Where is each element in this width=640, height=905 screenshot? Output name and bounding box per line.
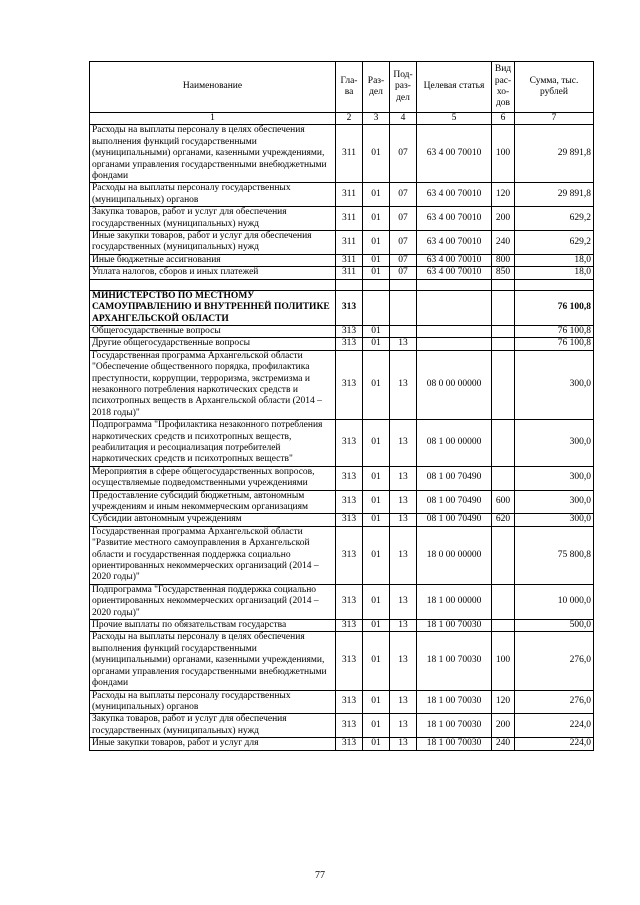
row-razdel-cell: 01 (363, 267, 390, 279)
row-vid-cell: 100 (492, 632, 515, 690)
row-glava-cell: 313 (336, 526, 363, 584)
column-number: 4 (390, 113, 417, 125)
header-glava: Гла-ва (336, 62, 363, 113)
table-row (90, 690, 594, 714)
table-row (90, 420, 594, 467)
table-row (90, 183, 594, 207)
row-name-cell: Иные закупки товаров, работ и услуг для (90, 738, 336, 750)
row-vid-cell: 240 (492, 738, 515, 750)
row-razdel-cell: 01 (363, 514, 390, 526)
row-celevaya-cell: 08 0 00 00000 (417, 350, 492, 419)
row-podrazdel-cell: 07 (390, 231, 417, 255)
row-celevaya-cell: 08 1 00 70490 (417, 514, 492, 526)
row-name-cell: Расходы на выплаты персоналу государственных (муниципальных) органов (90, 690, 336, 714)
row-glava-cell: 313 (336, 690, 363, 714)
row-podrazdel-cell: 13 (390, 420, 417, 467)
page-number: 77 (315, 870, 325, 881)
row-summa-cell: 75 800,8 (515, 526, 594, 584)
row-name-cell: Субсидии автономным учреждениям (90, 514, 336, 526)
row-glava-cell: 313 (336, 514, 363, 526)
column-number: 6 (492, 113, 515, 125)
row-razdel-cell: 01 (363, 690, 390, 714)
row-vid-cell (492, 325, 515, 337)
spacer-cell (515, 279, 594, 290)
header-celevaya: Целевая статья (417, 62, 492, 113)
row-summa-cell: 300,0 (515, 466, 594, 490)
table-row (90, 584, 594, 619)
row-razdel-cell: 01 (363, 466, 390, 490)
row-summa-cell: 18,0 (515, 267, 594, 279)
row-summa-cell: 224,0 (515, 714, 594, 738)
row-razdel-cell: 01 (363, 350, 390, 419)
column-number: 5 (417, 113, 492, 125)
row-glava-cell: 311 (336, 183, 363, 207)
spacer-cell (336, 279, 363, 290)
row-celevaya-cell (417, 338, 492, 350)
row-name-cell: Государственная программа Архангельской области "Обеспечение общественного порядка, профилактика преступности, коррупции, терроризма, экстремизма и незаконного потребления наркотических средств и психотропных веществ в Архангельской области (2014 – 2018 годы)" (90, 350, 336, 419)
row-celevaya-cell: 18 0 00 00000 (417, 526, 492, 584)
row-name-cell: Государственная программа Архангельской области "Развитие местного самоуправления в Архангельской области и государственная поддержка социально ориентированных некоммерческих организаций (2014 – 2020 годы)" (90, 526, 336, 584)
header-name: Наименование (90, 62, 336, 113)
row-razdel-cell: 01 (363, 231, 390, 255)
table-row (90, 714, 594, 738)
row-razdel-cell (363, 290, 390, 325)
row-summa-cell: 76 100,8 (515, 325, 594, 337)
row-glava-cell: 313 (336, 325, 363, 337)
row-vid-cell: 120 (492, 690, 515, 714)
row-summa-cell: 300,0 (515, 420, 594, 467)
row-razdel-cell: 01 (363, 738, 390, 750)
table-row (90, 466, 594, 490)
row-vid-cell (492, 466, 515, 490)
row-celevaya-cell: 18 1 00 70030 (417, 690, 492, 714)
column-number: 7 (515, 113, 594, 125)
row-celevaya-cell: 18 1 00 70030 (417, 620, 492, 632)
row-summa-cell: 224,0 (515, 738, 594, 750)
row-name-cell: Иные бюджетные ассигнования (90, 254, 336, 266)
row-celevaya-cell: 63 4 00 70010 (417, 231, 492, 255)
row-celevaya-cell: 08 1 00 70490 (417, 490, 492, 514)
row-glava-cell: 313 (336, 584, 363, 619)
row-name-cell: Уплата налогов, сборов и иных платежей (90, 267, 336, 279)
row-podrazdel-cell: 13 (390, 514, 417, 526)
row-vid-cell: 200 (492, 207, 515, 231)
row-summa-cell: 300,0 (515, 514, 594, 526)
row-podrazdel-cell: 13 (390, 738, 417, 750)
row-podrazdel-cell: 07 (390, 183, 417, 207)
row-razdel-cell: 01 (363, 125, 390, 183)
row-name-cell: Подпрограмма "Профилактика незаконного потребления наркотических средств и психотропных веществ, реабилитация и ресоциализация потребителей наркотических средств и психотропных веществ" (90, 420, 336, 467)
row-name-cell: Закупка товаров, работ и услуг для обеспечения государственных (муниципальных) нужд (90, 714, 336, 738)
row-razdel-cell: 01 (363, 207, 390, 231)
row-celevaya-cell (417, 290, 492, 325)
table-row (90, 490, 594, 514)
row-glava-cell: 311 (336, 125, 363, 183)
row-vid-cell: 120 (492, 183, 515, 207)
row-podrazdel-cell: 13 (390, 526, 417, 584)
row-razdel-cell: 01 (363, 183, 390, 207)
spacer-cell (363, 279, 390, 290)
row-celevaya-cell: 08 1 00 00000 (417, 420, 492, 467)
row-celevaya-cell: 63 4 00 70010 (417, 254, 492, 266)
row-name-cell: Общегосударственные вопросы (90, 325, 336, 337)
row-podrazdel-cell: 13 (390, 466, 417, 490)
row-razdel-cell: 01 (363, 338, 390, 350)
header-vid: Вид рас-хо-дов (492, 62, 515, 113)
row-podrazdel-cell: 13 (390, 714, 417, 738)
row-podrazdel-cell: 07 (390, 267, 417, 279)
row-celevaya-cell: 63 4 00 70010 (417, 183, 492, 207)
row-podrazdel-cell: 13 (390, 584, 417, 619)
row-razdel-cell: 01 (363, 632, 390, 690)
row-summa-cell: 10 000,0 (515, 584, 594, 619)
row-name-cell: Закупка товаров, работ и услуг для обеспечения государственных (муниципальных) нужд (90, 207, 336, 231)
row-summa-cell: 629,2 (515, 207, 594, 231)
row-summa-cell: 629,2 (515, 231, 594, 255)
row-glava-cell: 313 (336, 620, 363, 632)
row-razdel-cell: 01 (363, 325, 390, 337)
spacer-cell (492, 279, 515, 290)
row-celevaya-cell: 63 4 00 70010 (417, 125, 492, 183)
row-glava-cell: 313 (336, 490, 363, 514)
row-vid-cell (492, 584, 515, 619)
row-glava-cell: 311 (336, 267, 363, 279)
row-podrazdel-cell: 13 (390, 690, 417, 714)
header-razdel: Раз-дел (363, 62, 390, 113)
header-podrazdel: Под-раз-дел (390, 62, 417, 113)
table-row (90, 514, 594, 526)
table-header-row (90, 62, 594, 113)
row-vid-cell (492, 350, 515, 419)
row-name-cell: Другие общегосударственные вопросы (90, 338, 336, 350)
row-podrazdel-cell (390, 290, 417, 325)
table-row (90, 231, 594, 255)
table-row (90, 254, 594, 266)
column-number: 1 (90, 113, 336, 125)
row-podrazdel-cell: 13 (390, 338, 417, 350)
row-razdel-cell: 01 (363, 714, 390, 738)
row-razdel-cell: 01 (363, 526, 390, 584)
spacer-cell (417, 279, 492, 290)
spacer-cell (390, 279, 417, 290)
row-glava-cell: 311 (336, 254, 363, 266)
row-glava-cell: 313 (336, 632, 363, 690)
table-row (90, 207, 594, 231)
row-vid-cell (492, 620, 515, 632)
column-number: 3 (363, 113, 390, 125)
row-podrazdel-cell: 07 (390, 254, 417, 266)
row-podrazdel-cell: 07 (390, 207, 417, 231)
row-celevaya-cell: 63 4 00 70010 (417, 267, 492, 279)
ministry-row (90, 290, 594, 325)
row-celevaya-cell: 18 1 00 70030 (417, 714, 492, 738)
row-name-cell: Мероприятия в сфере общегосударственных вопросов, осуществляемые подведомственными учреждениями (90, 466, 336, 490)
row-celevaya-cell: 18 1 00 70030 (417, 632, 492, 690)
table-row (90, 350, 594, 419)
row-summa-cell: 300,0 (515, 490, 594, 514)
row-razdel-cell: 01 (363, 620, 390, 632)
row-vid-cell: 620 (492, 514, 515, 526)
row-celevaya-cell (417, 325, 492, 337)
row-glava-cell: 313 (336, 338, 363, 350)
row-razdel-cell: 01 (363, 490, 390, 514)
row-podrazdel-cell (390, 325, 417, 337)
row-vid-cell (492, 420, 515, 467)
row-glava-cell: 313 (336, 350, 363, 419)
column-number-row (90, 113, 594, 125)
row-podrazdel-cell: 13 (390, 350, 417, 419)
row-summa-cell: 276,0 (515, 690, 594, 714)
table-row (90, 738, 594, 750)
row-razdel-cell: 01 (363, 420, 390, 467)
row-vid-cell (492, 338, 515, 350)
table-row (90, 325, 594, 337)
row-name-cell: Расходы на выплаты персоналу в целях обеспечения выполнения функций государственными (муниципальными) органами, казенными учреждениями, органами управления государственными внебюджетными фондами (90, 125, 336, 183)
row-glava-cell: 313 (336, 466, 363, 490)
row-glava-cell: 313 (336, 714, 363, 738)
row-name-cell: Иные закупки товаров, работ и услуг для обеспечения государственных (муниципальных) нужд (90, 231, 336, 255)
row-name-cell: МИНИСТЕРСТВО ПО МЕСТНОМУ САМОУПРАВЛЕНИЮ И ВНУТРЕННЕЙ ПОЛИТИКЕ АРХАНГЕЛЬСКОЙ ОБЛАСТИ (90, 290, 336, 325)
row-podrazdel-cell: 13 (390, 632, 417, 690)
column-number: 2 (336, 113, 363, 125)
row-summa-cell: 29 891,8 (515, 183, 594, 207)
row-celevaya-cell: 18 1 00 70030 (417, 738, 492, 750)
table-row (90, 125, 594, 183)
row-name-cell: Предоставление субсидий бюджетным, автономным учреждениям и иным некоммерческим организациям (90, 490, 336, 514)
row-razdel-cell: 01 (363, 254, 390, 266)
row-glava-cell: 313 (336, 420, 363, 467)
spacer-cell (90, 279, 336, 290)
row-name-cell: Подпрограмма "Государственная поддержка социально ориентированных некоммерческих организаций (2014 – 2020 годы)" (90, 584, 336, 619)
row-celevaya-cell: 08 1 00 70490 (417, 466, 492, 490)
row-name-cell: Расходы на выплаты персоналу в целях обеспечения выполнения функций государственными (муниципальными) органами, казенными учреждениями, органами управления государственными внебюджетными фондами (90, 632, 336, 690)
row-summa-cell: 300,0 (515, 350, 594, 419)
table-row (90, 267, 594, 279)
row-celevaya-cell: 63 4 00 70010 (417, 207, 492, 231)
row-glava-cell: 311 (336, 207, 363, 231)
row-glava-cell: 313 (336, 290, 363, 325)
row-vid-cell (492, 290, 515, 325)
row-name-cell: Прочие выплаты по обязательствам государства (90, 620, 336, 632)
row-glava-cell: 311 (336, 231, 363, 255)
row-podrazdel-cell: 07 (390, 125, 417, 183)
spacer-row (90, 279, 594, 290)
row-vid-cell (492, 526, 515, 584)
table-row (90, 632, 594, 690)
budget-table (89, 61, 594, 751)
table-row (90, 338, 594, 350)
row-razdel-cell: 01 (363, 584, 390, 619)
row-celevaya-cell: 18 1 00 00000 (417, 584, 492, 619)
row-summa-cell: 276,0 (515, 632, 594, 690)
row-name-cell: Расходы на выплаты персоналу государственных (муниципальных) органов (90, 183, 336, 207)
row-vid-cell: 800 (492, 254, 515, 266)
row-podrazdel-cell: 13 (390, 620, 417, 632)
row-vid-cell: 200 (492, 714, 515, 738)
row-glava-cell: 313 (336, 738, 363, 750)
table-row (90, 620, 594, 632)
row-summa-cell: 29 891,8 (515, 125, 594, 183)
row-summa-cell: 76 100,8 (515, 338, 594, 350)
header-summa: Сумма, тыс. рублей (515, 62, 594, 113)
row-summa-cell: 500,0 (515, 620, 594, 632)
row-vid-cell: 240 (492, 231, 515, 255)
row-vid-cell: 100 (492, 125, 515, 183)
table-row (90, 526, 594, 584)
row-podrazdel-cell: 13 (390, 490, 417, 514)
row-vid-cell: 850 (492, 267, 515, 279)
row-summa-cell: 76 100,8 (515, 290, 594, 325)
row-summa-cell: 18,0 (515, 254, 594, 266)
row-vid-cell: 600 (492, 490, 515, 514)
